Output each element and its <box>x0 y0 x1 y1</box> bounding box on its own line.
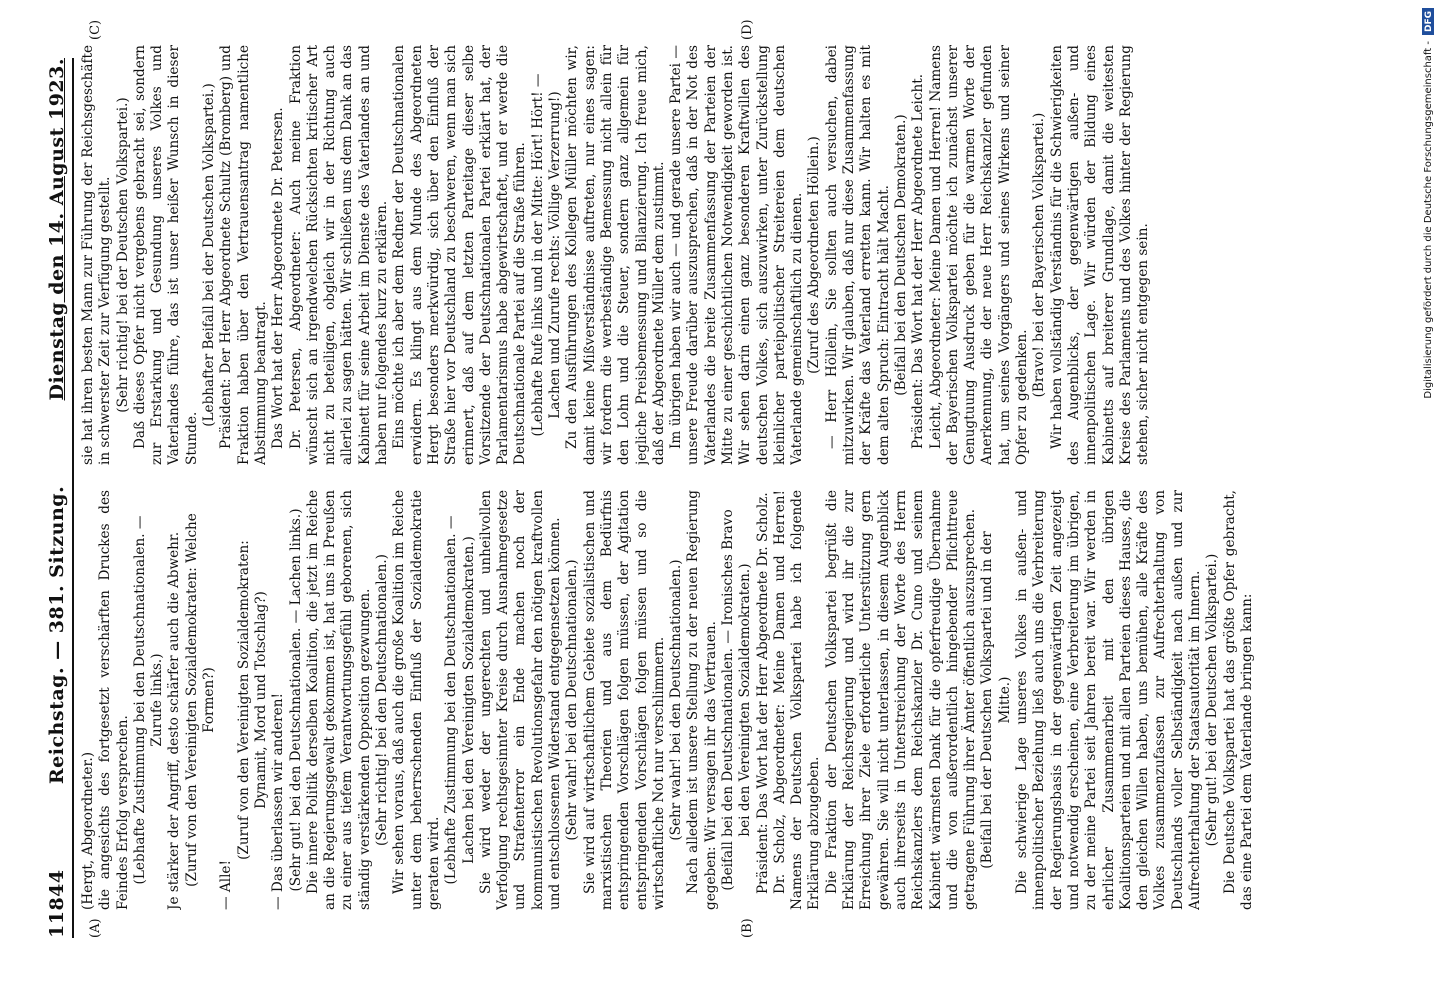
interjection: (Lebhafter Beifall bei der Deutschen Volkspartei.) <box>201 83 218 427</box>
paragraph: Die schwierige Lage unseres Volkes in außen- und innenpolitischer Beziehung ließ auch uns die Verbreiterung der Regierungsbasis in der gegenwärtigen Zeit angezeigt und notwendig erscheinen, eine Verbreiterung im übrigen, zu der meine Partei seit Jahren bereit war. Wir werden in ehrlicher Zusammenarbeit mit den übrigen Koalitionsparteien und mit allen Parteien dieses Hauses, die den gleichen Willen haben, uns bemühen, alle Kräfte des Volkes zusammenzufassen zur Aufrechterhaltung von Deutschlands voller Selbständigkeit nach außen und zur Aufrechterhaltung der Staatsautorität im Innern. <box>1014 490 1203 910</box>
page-number: 11844 <box>46 869 68 938</box>
interjection: (Zuruf von den Vereinigten Sozialdemokraten: Dynamit, Mord und Totschlag?) <box>235 540 269 860</box>
paragraph: Sie wird auf wirtschaftlichem Gebiete sozialistischen und marxistischen Theorien und aus dem Bedürfnis entspringenden Vorschlägen folgen müssen, der Agitation entspringenden Vorschlägen folgen müssen und so die wirtschaftliche Not nur verschlimmern. <box>581 490 667 910</box>
interjection: (Bravo! bei der Bayerischen Volkspartei.) <box>1031 112 1048 398</box>
paragraph: Dr. Scholz, Abgeordneter: Meine Damen und Herren! Namens der Deutschen Volkspartei habe ich folgende Erklärung abzugeben. <box>771 490 823 910</box>
paragraph: Sie wird weder der ungerechten und unheilvollen Verfolgung rechtsgesinnter Kreise durch Ausnahmegesetze und Strafenterror ein Ende machen noch der kommunistischen Revolutionsgefahr den nötigen kraftvollen und entschlossenen Widerstand entgegensetzen können. <box>477 490 564 910</box>
paragraph: — Alle! <box>218 860 235 910</box>
interjection: (Lebhafte Zustimmung bei den Deutschnationalen. — Lachen bei den Vereinigten Sozialdemokraten.) <box>443 515 477 885</box>
paragraph: die angesichts des fortgesetzt verschärften Druckes des Feindes Erfolg versprechen. <box>97 490 131 910</box>
interjection: (Beifall bei der Deutschen Volkspartei und in der Mitte.) <box>979 531 1013 869</box>
interjection: (Sehr gut! bei den Deutschnationalen. — Lachen links.) <box>287 508 304 892</box>
paragraph: Präsident: Der Herr Abgeordnete Schultz (Bromberg) und Fraktion haben über den Vertrauensantrag namentliche Abstimmung beantragt. <box>218 45 269 465</box>
paragraph: Zu den Ausführungen des Kollegen Müller möchten wir, damit keine Mißverständnisse auftreten, nur eines sagen: wir fordern die werbeständige Bemessung nicht allein für den Lohn und die Steuer, sondern ganz allgemein für jegliche Preisbemessung und Bilanzierung. Ich freue mich, daß der Abgeordnete Müller dem zustimmt. <box>564 45 667 465</box>
paragraph: Dr. Petersen, Abgeordneter: Auch meine Fraktion wünscht sich an irgendwelchen Rücksichten kritischer Art nicht zu beteiligen, obgleich wir in der Richtung auch allerlei zu sagen hätten. Wir schließen uns dem Dank an das Kabinett für seine Arbeit im Dienste des Vaterlandes an und haben nur folgendes kurz zu erklären. <box>287 45 391 465</box>
paragraph: Eins möchte ich aber dem Redner der Deutschnationalen erwidern. Es klingt aus dem Munde des Abgeordneten Hergt besonders merkwürdig, sich über den Einfluß der Straße hier vor Deutschland zu beschweren, wenn man sich erinnert, daß auf dem letzten Parteitage dieser selbe Vorsitzende der Deutschnationalen Partei erklärt hat, der Parlamentarismus habe abgewirtschaftet, und er werde die Deutschnationale Partei auf die Straße führen. <box>391 45 529 465</box>
interjection: (Sehr richtig! bei den Deutschnationalen.) <box>374 554 391 846</box>
margin-marker-d: (D) <box>740 19 755 40</box>
interjection: (Beifall bei den Deutschnationalen. — Ironisches Bravo bei den Vereinigten Sozialdemokraten.) <box>719 509 754 891</box>
interjection: (Beifall bei den Deutschen Demokraten.) <box>892 114 909 396</box>
paragraph: Das Wort hat der Herr Abgeordnete Dr. Petersen. <box>270 107 287 449</box>
session-date: Dienstag den 14. August 1923. <box>46 58 68 401</box>
paragraph: Die Fraktion der Deutschen Volkspartei begrüßt die Erklärung der Reichsregierung und wird ihr die zur Erreichung ihrer Ziele erforderliche Unterstützung gern gewähren. Sie will nicht unterlassen, in diesem Augenblick auch ihrerseits in Unterstreichung der Worte des Herrn Reichskanzlers dem Reichskanzler Dr. Cuno und seinem Kabinett wärmsten Dank für die opferfreudige Übernahme und die von außerordentlich hingebender Pflichttreue getragene Führung ihrer Ämter öffentlich auszusprechen. <box>823 490 979 910</box>
digitization-credit <box>1420 8 1434 992</box>
interjection: (Sehr richtig! bei der Deutschen Volkspartei.) <box>114 97 131 413</box>
header-rule <box>72 58 74 938</box>
paragraph: Wir sehen voraus, daß auch die große Koalition im Reiche unter dem beherrschenden Einfluß der Sozialdemokratie geraten wird. <box>391 490 442 910</box>
paragraph: Daß dieses Opfer nicht vergebens gebracht sei, sondern zur Erstarkung und Gesundung unseres Volkes und Vaterlandes führe, das ist unser heißer Wunsch in dieser Stunde. <box>131 45 200 465</box>
paragraph: Präsident: Das Wort hat der Herr Abgeordnete Dr. Scholz. <box>754 492 771 894</box>
interjection: (Sehr wahr! bei den Deutschnationalen.) <box>668 559 685 841</box>
text-column-left <box>80 490 1340 910</box>
interjection: (Sehr gut! bei der Deutschen Volkspartei.) <box>1204 553 1221 847</box>
interjection: (Lebhafte Rufe links und in der Mitte: Hört! Hört! — Lachen und Zurufe rechts: Völlige Verzerrung!) <box>529 73 564 437</box>
dfg-logo: DFG <box>1422 8 1434 35</box>
paragraph: Je stärker der Angriff, desto schärfer auch die Abwehr. <box>166 531 183 910</box>
margin-marker-a: (A) <box>88 918 103 938</box>
text-column-right <box>80 45 1340 465</box>
paragraph: (Hergt, Abgeordneter.) <box>80 751 96 910</box>
interjection: (Zuruf von den Vereinigten Sozialdemokraten: Welche Formen?) <box>183 513 218 887</box>
paragraph: Wir haben vollständig Verständnis für die Schwierigkeiten des Augenblicks, der gegenwärtigen außen- und innenpolitischen Lage. Wir würden der Bildung eines Kabinetts auf breiterer Grundlage, damit die weitesten Kreise des Parlaments und des Volkes hinter der Regierung stehen, sicher nicht entgegen sein. <box>1048 45 1152 465</box>
interjection: (Zuruf des Abgeordneten Höllein.) <box>806 136 823 374</box>
session-title: Reichstag. — 381. Sitzung. <box>46 485 68 785</box>
paragraph: Präsident: Das Wort hat der Herr Abgeordnete Leicht. <box>910 73 927 449</box>
paragraph: Die Deutsche Volkspartei hat das größte Opfer gebracht, das eine Partei dem Vaterlande bringen kann: <box>1221 490 1255 910</box>
margin-marker-b: (B) <box>740 918 755 938</box>
margin-marker-c: (C) <box>88 19 103 40</box>
interjection: (Lebhafte Zustimmung bei den Deutschnationalen. — Zurufe links.) <box>131 515 166 885</box>
paragraph: — Das überlassen wir anderen! <box>270 693 287 910</box>
paragraph: — Herr Höllein, Sie sollten auch versuchen, dabei mitzuwirken. Wir glauben, daß nur diese Zusammenfassung der Kräfte das Vaterland erretten kann. Wir halten es mit dem alten Spruch: Eintracht hält Macht. <box>823 45 892 465</box>
paragraph: Im übrigen haben wir auch — und gerade unsere Partei — unsere Freude darüber auszusprechen, daß in der Not des Vaterlandes die breite Zusammenfassung der Parteien der Mitte zu einer geschichtlichen Notwendigkeit geworden ist. Wir sehen darin einen ganz besonderen Kraftwillen des deutschen Volkes, sich auszuwirken, unter Zurückstellung kleinlicher parteipolitischer Streitereien dem deutschen Vaterlande gemeinschaftlich zu dienen. <box>668 45 806 465</box>
paragraph: Leicht, Abgeordneter: Meine Damen und Herren! Namens der Bayerischen Volkspartei möchte ich zunächst unserer Genugtuung Ausdruck geben für die warmen Worte der Anerkennung, die der neue Herr Reichskanzler gefunden hat, um seines Vorgängers und seines Wirkens und seiner Opfer zu gedenken. <box>927 45 1031 465</box>
paragraph: Die innere Politik derselben Koalition, die jetzt im Reiche an die Regierungsgewalt gekommen ist, hat uns in Preußen zu einer aus tiefem Verantwortungsgefühl geborenen, sich ständig verstärkenden Opposition gezwungen. <box>304 490 373 910</box>
paragraph: sie hat ihren besten Mann zur Führung der Reichsgeschäfte in schwerster Zeit zur Verfügung gestellt. <box>80 45 114 465</box>
page-header <box>40 58 68 938</box>
interjection: (Sehr wahr! bei den Deutschnationalen.) <box>564 559 581 841</box>
paragraph: Nach alledem ist unsere Stellung zu der neuen Regierung gegeben: Wir versagen ihr das Vertrauen. <box>685 490 719 910</box>
credit-text: Digitalisierung gefördert durch die Deutsche Forschungsgemeinschaft - <box>1423 41 1434 399</box>
